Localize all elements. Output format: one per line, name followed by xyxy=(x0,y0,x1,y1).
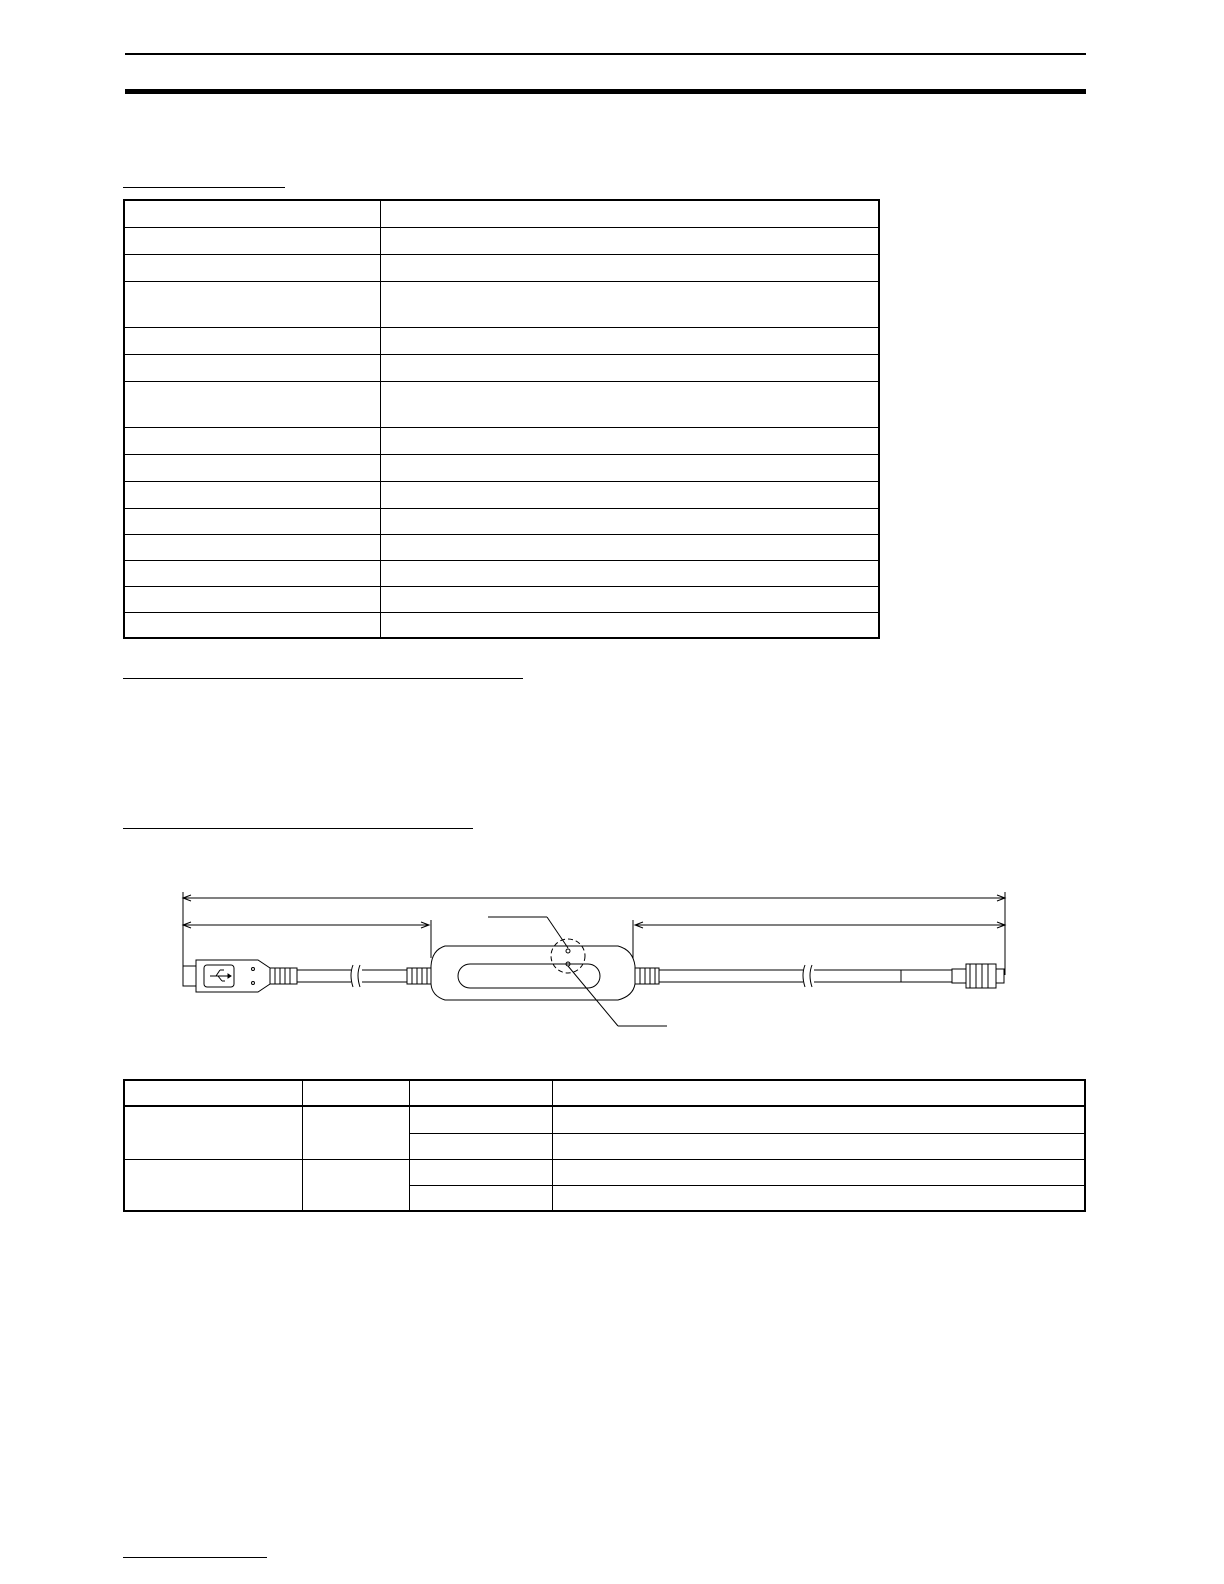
spec-value xyxy=(381,227,880,254)
table-row xyxy=(124,534,879,560)
footer-link-underline xyxy=(123,1557,267,1558)
cable-diagram xyxy=(170,880,1050,1050)
usb-icon xyxy=(210,970,231,981)
indicator-status xyxy=(410,1133,553,1159)
indicator-meaning xyxy=(553,1159,1086,1185)
table-row xyxy=(124,612,879,638)
table-row xyxy=(124,227,879,254)
spec-item xyxy=(124,281,381,327)
spec-value xyxy=(381,381,880,427)
indicator-status xyxy=(410,1185,553,1211)
indicator-status xyxy=(410,1106,553,1133)
table-row xyxy=(124,481,879,508)
indicator-status xyxy=(410,1159,553,1185)
spec-item xyxy=(124,454,381,481)
spec-value xyxy=(381,281,880,327)
nomenclature-heading-underline xyxy=(123,828,473,829)
indicator-name xyxy=(124,1159,303,1211)
specifications-table xyxy=(123,199,880,639)
spec-item xyxy=(124,354,381,381)
table-row xyxy=(124,281,879,327)
indicator-name xyxy=(124,1106,303,1159)
spec-item xyxy=(124,534,381,560)
table-row xyxy=(124,254,879,281)
table-row xyxy=(124,327,879,354)
indicator-table xyxy=(123,1079,1086,1212)
spec-item xyxy=(124,560,381,586)
spec-item xyxy=(124,586,381,612)
table-row xyxy=(124,586,879,612)
spec-value xyxy=(381,427,880,454)
spec-item xyxy=(124,227,381,254)
spec-value xyxy=(381,534,880,560)
spec-item xyxy=(124,254,381,281)
indicator-meaning xyxy=(553,1133,1086,1159)
spec-item xyxy=(124,427,381,454)
spec-value xyxy=(381,454,880,481)
specifications-heading-underline xyxy=(123,187,285,188)
indicator-meaning xyxy=(553,1185,1086,1211)
spec-item xyxy=(124,200,381,227)
spec-value xyxy=(381,508,880,534)
table-row xyxy=(124,1159,1085,1185)
spec-value xyxy=(381,327,880,354)
table-row xyxy=(124,560,879,586)
column-header xyxy=(410,1080,553,1106)
spec-item xyxy=(124,481,381,508)
spec-item xyxy=(124,508,381,534)
indicator-color xyxy=(303,1106,410,1159)
header-rule-thin xyxy=(125,53,1086,55)
indicator-color xyxy=(303,1159,410,1211)
indicator-meaning xyxy=(553,1106,1086,1133)
table-row xyxy=(124,1106,1085,1133)
table-row xyxy=(124,381,879,427)
table-row xyxy=(124,454,879,481)
table-row xyxy=(124,200,879,227)
column-header xyxy=(124,1080,303,1106)
spec-value xyxy=(381,586,880,612)
table-row xyxy=(124,508,879,534)
features-heading-underline xyxy=(123,678,523,679)
spec-item xyxy=(124,381,381,427)
spec-value xyxy=(381,200,880,227)
header-rule-thick xyxy=(125,89,1086,94)
spec-value xyxy=(381,254,880,281)
spec-value xyxy=(381,612,880,638)
spec-item xyxy=(124,327,381,354)
table-row xyxy=(124,427,879,454)
spec-value xyxy=(381,560,880,586)
spec-item xyxy=(124,612,381,638)
spec-value xyxy=(381,354,880,381)
column-header xyxy=(303,1080,410,1106)
table-header-row xyxy=(124,1080,1085,1106)
column-header xyxy=(553,1080,1086,1106)
spec-value xyxy=(381,481,880,508)
table-row xyxy=(124,354,879,381)
